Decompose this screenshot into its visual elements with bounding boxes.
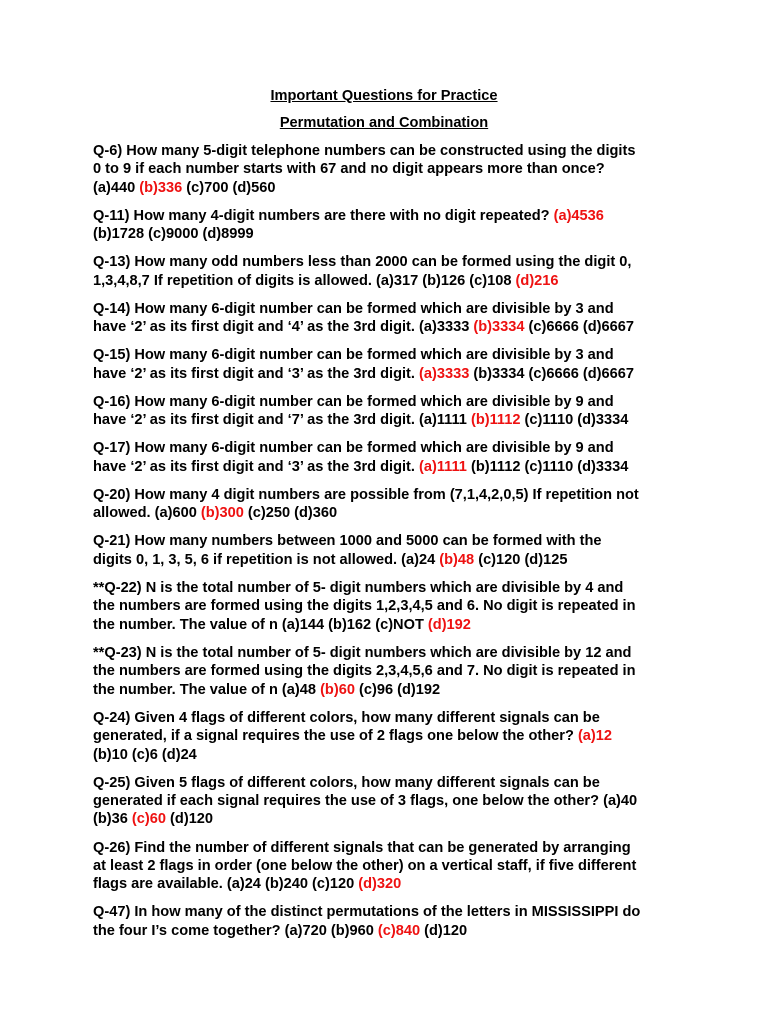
correct-answer: (b)60 (320, 681, 355, 698)
question-line (93, 922, 693, 940)
question-text: (c)120 (d)125 (474, 551, 568, 568)
question-line (93, 504, 693, 522)
question-text: allowed. (a)600 (93, 505, 201, 522)
question-text: the numbers are formed using the digits 2,3,4,5,6 and 7. No digit is repeated in (93, 663, 636, 680)
question-item (93, 142, 693, 197)
question-item (93, 579, 693, 634)
question-text: (b)36 (93, 811, 132, 828)
question-text: (c)250 (d)360 (243, 505, 338, 522)
question-line (93, 551, 693, 569)
question-text: (c)6666 (d)6667 (524, 319, 635, 336)
question-text: 1,3,4,8,7 If repetition of digits is allowed. (a)317 (b)126 (c)108 (93, 272, 516, 289)
question-line (93, 458, 693, 476)
correct-answer: (c)840 (377, 922, 421, 939)
correct-answer: (a)1111 (419, 458, 467, 475)
question-line (93, 903, 693, 921)
correct-answer: (a)12 (577, 728, 613, 745)
question-line (93, 792, 693, 810)
question-item (93, 393, 693, 430)
question-text: have ‘2’ as its first digit and ‘3’ as the 3rd digit. (93, 365, 420, 382)
question-text: (b)1112 (c)1110 (d)3334 (466, 458, 629, 475)
question-text: Q-21) How many numbers between 1000 and 5000 can be formed with the (93, 533, 602, 550)
question-item (93, 644, 693, 699)
question-text: digits 0, 1, 3, 5, 6 if repetition is not allowed. (a)24 (93, 551, 440, 568)
question-text: generated if each signal requires the use of 3 flags, one below the other? (a)40 (93, 793, 638, 810)
correct-answer: (b)3334 (473, 319, 525, 336)
question-line (93, 439, 693, 457)
question-text: (a)440 (93, 179, 140, 196)
question-text: (b)3334 (c)6666 (d)6667 (469, 365, 635, 382)
question-text: Q-47) In how many of the distinct permutations of the letters in MISSISSIPPI do (93, 904, 641, 921)
correct-answer: (b)336 (139, 179, 183, 196)
question-text: Q-14) How many 6-digit number can be formed which are divisible by 3 and (93, 300, 614, 317)
question-text: (d)120 (166, 811, 214, 828)
question-line (93, 875, 693, 893)
question-line (93, 486, 693, 504)
question-text: flags are available. (a)24 (b)240 (c)120 (93, 876, 359, 893)
question-text: Q-6) How many 5-digit telephone numbers can be constructed using the digits (93, 143, 636, 159)
correct-answer: (b)300 (200, 505, 244, 522)
question-line (93, 597, 693, 615)
question-line (93, 318, 693, 336)
correct-answer: (d)320 (358, 876, 402, 893)
question-text: Q-16) How many 6-digit number can be formed which are divisible by 9 and (93, 393, 614, 410)
question-text: Q-25) Given 5 flags of different colors, how many different signals can be (93, 774, 600, 791)
question-line (93, 225, 693, 243)
question-line (93, 365, 693, 383)
question-item (93, 486, 693, 523)
question-text: (c)96 (d)192 (354, 681, 441, 698)
question-line (93, 774, 693, 792)
correct-answer: (b)48 (439, 551, 475, 568)
question-line (93, 616, 693, 634)
question-text: Q-13) How many odd numbers less than 2000 can be formed using the digit 0, (93, 254, 632, 271)
question-text: Q-26) Find the number of different signals that can be generated by arranging (93, 839, 631, 856)
question-text: (c)700 (d)560 (182, 179, 276, 196)
question-line (93, 857, 693, 875)
question-line (93, 644, 693, 662)
correct-answer: (d)216 (515, 272, 559, 289)
correct-answer: (a)3333 (419, 365, 470, 382)
question-item (93, 300, 693, 337)
question-item (93, 253, 693, 290)
question-text: (c)1110 (d)3334 (520, 412, 629, 429)
question-line (93, 411, 693, 429)
question-list (93, 142, 693, 950)
question-line (93, 746, 693, 764)
question-item (93, 903, 693, 940)
question-text: the numbers are formed using the digits 1,2,3,4,5 and 6. No digit is repeated in (93, 598, 636, 615)
question-text: (b)1728 (c)9000 (d)8999 (93, 226, 254, 243)
question-text: **Q-22) N is the total number of 5- digit numbers which are divisible by 4 and (93, 579, 624, 596)
question-text: the number. The value of n (a)48 (93, 681, 321, 698)
question-line (93, 839, 693, 857)
question-text: generated, if a signal requires the use of 2 flags one below the other? (93, 728, 578, 745)
question-text: at least 2 flags in order (one below the other) on a vertical staff, if five different (93, 857, 637, 874)
question-item (93, 839, 693, 894)
question-text: Q-15) How many 6-digit number can be formed which are divisible by 3 and (93, 347, 614, 364)
question-line (93, 681, 693, 699)
question-line (93, 142, 693, 160)
question-text: the four I’s come together? (a)720 (b)960 (93, 922, 378, 939)
question-line (93, 662, 693, 680)
question-line (93, 253, 693, 271)
question-line (93, 532, 693, 550)
question-line (93, 393, 693, 411)
document-subtitle: Permutation and Combination (279, 115, 489, 131)
correct-answer: (d)192 (427, 616, 471, 633)
correct-answer: (b)1112 (470, 412, 521, 429)
question-text: the number. The value of n (a)144 (b)162 (c)NOT (93, 616, 428, 633)
question-line (93, 579, 693, 597)
question-line (93, 346, 693, 364)
question-text: Q-24) Given 4 flags of different colors, how many different signals can be (93, 709, 600, 726)
question-text: Q-17) How many 6-digit number can be formed which are divisible by 9 and (93, 440, 614, 457)
question-line (93, 179, 693, 197)
question-item (93, 774, 693, 829)
question-item (93, 346, 693, 383)
question-line (93, 207, 693, 225)
question-text: have ‘2’ as its first digit and ‘3’ as the 3rd digit. (93, 458, 420, 475)
question-text: have ‘2’ as its first digit and ‘4’ as the 3rd digit. (a)3333 (93, 319, 474, 336)
question-text: Q-20) How many 4 digit numbers are possible from (7,1,4,2,0,5) If repetition not (93, 486, 639, 503)
question-line (93, 810, 693, 828)
correct-answer: (a)4536 (553, 207, 604, 224)
question-text: 0 to 9 if each number starts with 67 and no digit appears more than once? (93, 161, 605, 178)
question-text: have ‘2’ as its first digit and ‘7’ as the 3rd digit. (a)1111 (93, 412, 471, 429)
question-line (93, 272, 693, 290)
question-text: (d)120 (420, 922, 468, 939)
question-item (93, 207, 693, 244)
question-text: (b)10 (c)6 (d)24 (93, 746, 197, 763)
question-text: **Q-23) N is the total number of 5- digit numbers which are divisible by 12 and (93, 644, 632, 661)
question-item (93, 439, 693, 476)
question-line (93, 300, 693, 318)
document-title: Important Questions for Practice (270, 88, 498, 104)
question-line (93, 160, 693, 178)
correct-answer: (c)60 (131, 811, 166, 828)
question-item (93, 532, 693, 569)
question-line (93, 709, 693, 727)
question-text: Q-11) How many 4-digit numbers are there with no digit repeated? (93, 207, 554, 224)
question-line (93, 727, 693, 745)
question-item (93, 709, 693, 764)
